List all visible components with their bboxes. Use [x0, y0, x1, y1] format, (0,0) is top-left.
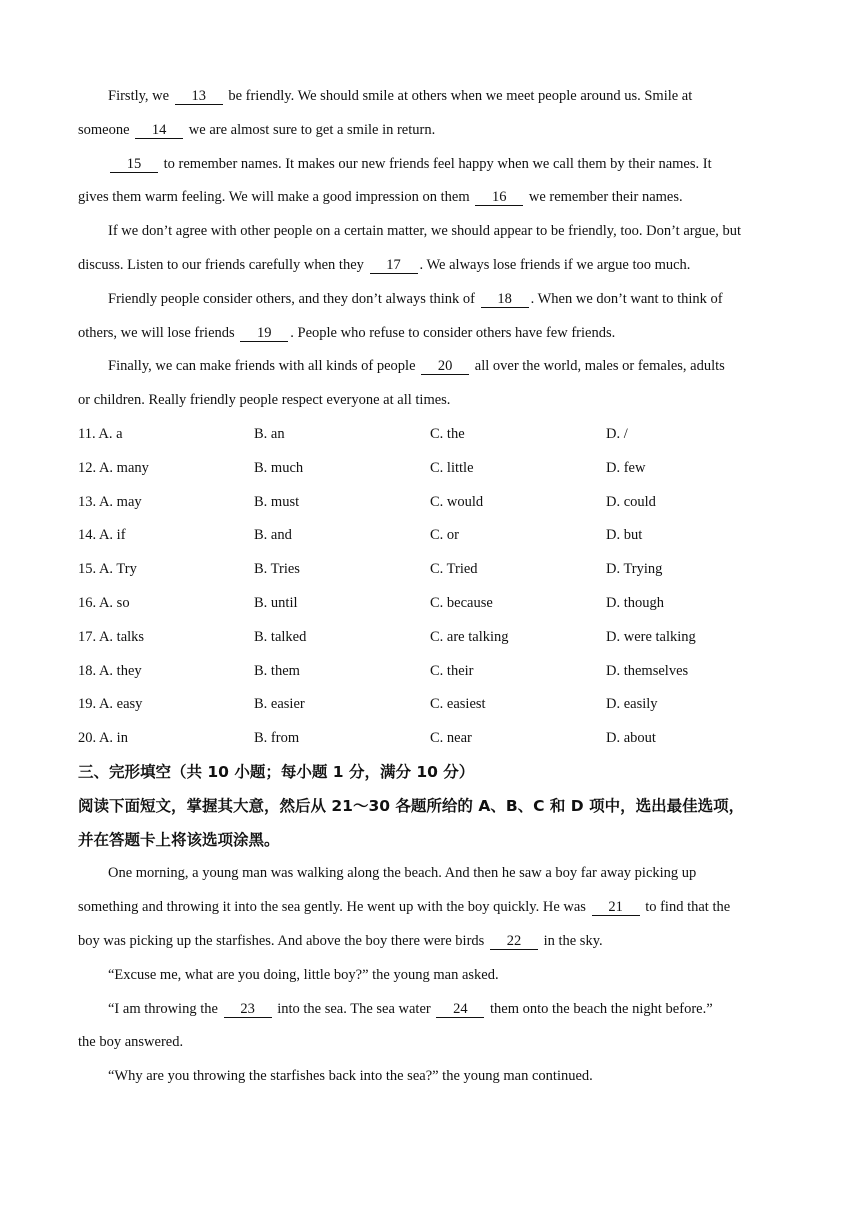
option-choice: 15. A. Try [78, 561, 137, 578]
option-choice: B. an [254, 425, 285, 442]
text-line [78, 993, 790, 1027]
section-instruction-line-1: 阅读下面短文，掌握其大意，然后从 21～30 各题所给的 A、B、C 和 D 项中，选出最佳选项， [78, 796, 745, 815]
text-line [78, 1060, 790, 1094]
document-page [78, 80, 790, 1094]
option-choice: B. from [254, 730, 300, 747]
text-line [78, 925, 790, 959]
text-segment: others, we will lose friends [78, 324, 239, 341]
blank-number: 17 [370, 257, 418, 274]
option-choice: 14. A. if [78, 527, 126, 544]
blank-number: 23 [224, 1001, 272, 1018]
option-choice: D. / [606, 425, 628, 442]
option-choice: 11. A. a [78, 425, 123, 442]
option-choice: B. Tries [254, 561, 300, 578]
text-segment: be friendly. We should smile at others when we meet people around us. Smile at [224, 88, 693, 104]
option-choice: C. would [430, 493, 484, 510]
option-row [78, 519, 790, 553]
text-line [78, 283, 790, 317]
option-choice: D. Trying [606, 561, 663, 578]
passage-two [78, 857, 790, 1094]
section-heading: 三、完形填空（共 10 小题；每小题 1 分，满分 10 分） [78, 762, 475, 781]
blank-number: 22 [490, 933, 538, 950]
passage-one [78, 80, 790, 418]
blank-number: 15 [110, 156, 158, 173]
text-segment: boy was picking up the starfishes. And above the boy there were birds [78, 932, 488, 949]
option-row [78, 553, 790, 587]
option-row [78, 587, 790, 621]
option-choice: B. them [254, 662, 300, 679]
option-choice: 12. A. many [78, 459, 149, 476]
option-choice: B. until [254, 594, 298, 611]
option-choice: B. easier [254, 696, 305, 713]
text-segment: . People who refuse to consider others have few friends. [290, 324, 616, 341]
option-choice: 19. A. easy [78, 696, 143, 713]
option-choice: 18. A. they [78, 662, 142, 679]
text-segment: One morning, a young man was walking along the beach. And then he saw a boy far away picking up [108, 865, 697, 882]
option-choice: D. few [606, 459, 646, 476]
text-line [78, 891, 790, 925]
blank-number: 18 [481, 291, 529, 308]
text-segment: we remember their names. [525, 189, 683, 206]
options-list [78, 418, 790, 756]
text-segment: to remember names. It makes our new friends feel happy when we call them by their names. It [160, 155, 712, 172]
text-segment: Firstly, we [108, 88, 173, 104]
text-segment: . When we don’t want to think of [530, 290, 723, 307]
text-line [78, 350, 790, 384]
option-row [78, 722, 790, 756]
text-segment: the boy answered. [78, 1034, 184, 1051]
option-choice: D. themselves [606, 662, 689, 679]
option-row [78, 452, 790, 486]
text-segment: Finally, we can make friends with all kinds of people [108, 358, 420, 375]
text-line [78, 249, 790, 283]
text-segment: all over the world, males or females, adults [471, 358, 725, 375]
option-choice: B. and [254, 527, 292, 544]
option-row [78, 655, 790, 689]
text-segment: . We always lose friends if we argue too much. [419, 256, 691, 273]
text-line [78, 384, 790, 418]
text-segment: discuss. Listen to our friends carefully when they [78, 256, 368, 273]
option-row [78, 418, 790, 452]
text-segment: “Why are you throwing the starfishes back into the sea?” the young man continued. [108, 1068, 593, 1085]
text-line [78, 959, 790, 993]
text-segment: into the sea. The sea water [273, 1000, 435, 1017]
blank-number: 13 [175, 88, 223, 105]
option-choice: C. easiest [430, 696, 486, 713]
text-line [78, 80, 790, 114]
text-segment: someone [78, 121, 134, 138]
option-choice: D. though [606, 594, 664, 611]
text-line [78, 215, 790, 249]
option-choice: D. could [606, 493, 656, 510]
section-instruction-line-2: 并在答题卡上将该选项涂黑。 [78, 830, 280, 849]
text-segment: or children. Really friendly people respect everyone at all times. [78, 392, 451, 409]
text-line [78, 181, 790, 215]
text-segment: “I am throwing the [108, 1000, 222, 1017]
option-choice: 17. A. talks [78, 628, 145, 645]
option-choice: 20. A. in [78, 730, 128, 747]
text-segment: in the sky. [539, 932, 603, 949]
option-choice: C. the [430, 425, 465, 442]
text-segment: gives them warm feeling. We will make a good impression on them [78, 189, 474, 206]
option-row [78, 486, 790, 520]
text-segment: “Excuse me, what are you doing, little boy?” the young man asked. [108, 966, 499, 983]
option-choice: D. were talking [606, 628, 696, 645]
option-choice: B. talked [254, 628, 307, 645]
blank-number: 14 [135, 122, 183, 139]
option-choice: B. much [254, 459, 304, 476]
text-segment: we are almost sure to get a smile in return. [185, 121, 436, 138]
option-choice: C. or [430, 527, 459, 544]
option-choice: C. near [430, 730, 472, 747]
option-choice: C. are talking [430, 628, 509, 645]
text-segment: something and throwing it into the sea gently. He went up with the boy quickly. He was [78, 899, 590, 916]
blank-number: 21 [592, 899, 640, 916]
text-segment: them onto the beach the night before.” [486, 1000, 713, 1017]
option-choice: D. but [606, 527, 643, 544]
text-line [78, 1026, 790, 1060]
option-row [78, 688, 790, 722]
option-choice: C. because [430, 594, 493, 611]
text-segment: to find that the [641, 899, 731, 916]
option-choice: D. about [606, 730, 656, 747]
option-choice: D. easily [606, 696, 658, 713]
option-choice: C. their [430, 662, 474, 679]
text-line [78, 114, 790, 148]
option-choice: C. little [430, 459, 474, 476]
text-segment: Friendly people consider others, and they don’t always think of [108, 290, 479, 307]
text-segment: If we don’t agree with other people on a certain matter, we should appear to be friendly, too. Don’t argue, but [108, 223, 742, 240]
option-choice: C. Tried [430, 561, 478, 578]
option-choice: B. must [254, 493, 300, 510]
blank-number: 24 [436, 1001, 484, 1018]
blank-number: 16 [475, 189, 523, 206]
blank-number: 19 [240, 325, 288, 342]
text-line [78, 857, 790, 891]
blank-number: 20 [421, 358, 469, 375]
option-choice: 13. A. may [78, 493, 142, 510]
option-choice: 16. A. so [78, 594, 130, 611]
text-line [78, 317, 790, 351]
option-row [78, 621, 790, 655]
text-line [78, 148, 790, 182]
